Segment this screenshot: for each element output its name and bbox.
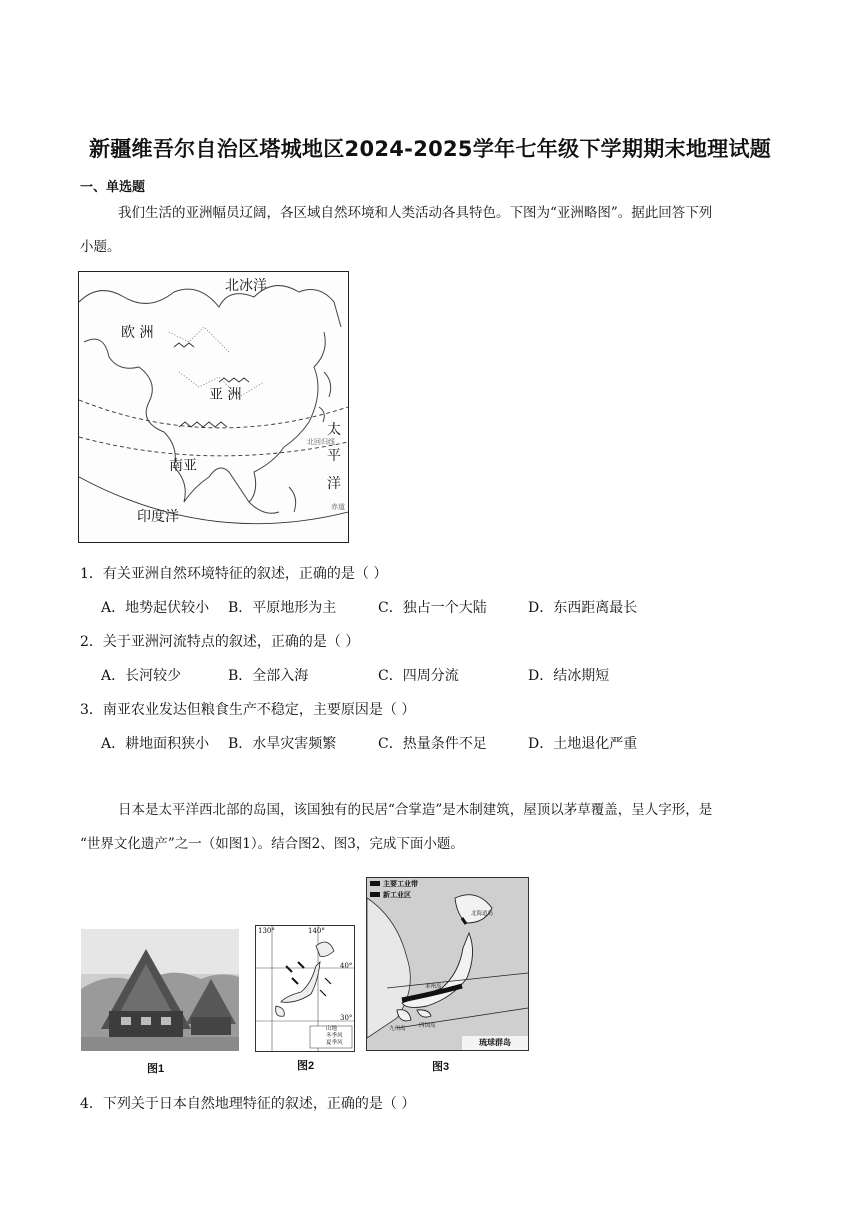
label-pacific-1: 太 — [327, 422, 341, 438]
intro-2-line-2: “世界文化遗产”之一（如图1）。结合图2、图3，完成下面小题。 — [80, 836, 464, 852]
label-pacific-3: 洋 — [327, 476, 341, 492]
fig2-legend-mountain: 山地 — [326, 1026, 338, 1032]
question-1-stem: 1．有关亚洲自然环境特征的叙述，正确的是（ ） — [80, 566, 388, 582]
intro-1-line-1: 我们生活的亚洲幅员辽阔，各区域自然环境和人类活动各具特色。下图为“亚洲略图”。据此回答下列 — [118, 205, 713, 221]
q3-option-b[interactable]: B．水旱灾害频繁 — [228, 736, 337, 752]
label-arctic-ocean: 北冰洋 — [225, 278, 267, 294]
fig2-lon-130: 130° — [258, 927, 275, 935]
label-europe: 欧 洲 — [121, 325, 154, 341]
q3-option-d[interactable]: D．土地退化严重 — [528, 736, 638, 752]
fig3-hokkaido: 北海道岛 — [471, 911, 494, 917]
q1-option-b[interactable]: B．平原地形为主 — [228, 600, 337, 616]
label-pacific-2: 平 — [327, 448, 341, 464]
q1-option-c[interactable]: C．独占一个大陆 — [378, 600, 487, 616]
gassho-house-illustration — [81, 929, 239, 1051]
fig2-legend-summer-monsoon: 夏季风 — [326, 1040, 343, 1046]
fig2-legend-winter-monsoon: 冬季风 — [326, 1033, 343, 1039]
q2-option-c[interactable]: C．四周分流 — [378, 668, 459, 684]
label-equator: 赤道 — [331, 503, 345, 511]
intro-2-line-1: 日本是太平洋西北部的岛国，该国独有的民居“合掌造”是木制建筑，屋顶以茅草覆盖，呈人字形，是 — [118, 802, 713, 818]
figure-1-photo — [81, 929, 239, 1051]
label-tropic: 北回归线 — [307, 438, 335, 446]
q1-option-a[interactable]: A．地势起伏较小 — [101, 600, 210, 616]
figure-2-map — [255, 925, 355, 1052]
label-south-asia: 南亚 — [169, 458, 197, 474]
figure-3-map — [366, 877, 529, 1051]
fig3-legend-main-industrial: 主要工业带 — [383, 879, 418, 888]
figure-1-caption: 图1 — [147, 1063, 165, 1075]
intro-1-line-2: 小题。 — [80, 239, 121, 255]
q1-option-d[interactable]: D．东西距离最长 — [528, 600, 638, 616]
asia-map — [78, 271, 349, 543]
fig2-lon-140: 140° — [308, 927, 325, 935]
question-2-stem: 2．关于亚洲河流特点的叙述，正确的是（ ） — [80, 634, 360, 650]
figure-3-caption: 图3 — [432, 1061, 450, 1073]
fig2-legend — [326, 1026, 343, 1047]
fig2-lat-40: 40° — [340, 962, 353, 970]
section-heading: 一、单选题 — [80, 180, 146, 195]
q2-option-a[interactable]: A．长河较少 — [101, 668, 182, 684]
fig3-shikoku: 四国岛 — [419, 1023, 436, 1029]
label-indian-ocean: 印度洋 — [137, 509, 179, 525]
q3-option-a[interactable]: A．耕地面积狭小 — [101, 736, 210, 752]
q2-option-d[interactable]: D．结冰期短 — [528, 668, 610, 684]
page-title: 新疆维吾尔自治区塔城地区2024-2025学年七年级下学期期末地理试题 — [88, 137, 772, 161]
intro-paragraph-2 — [80, 793, 800, 861]
q3-option-c[interactable]: C．热量条件不足 — [378, 736, 487, 752]
question-4-stem: 4．下列关于日本自然地理特征的叙述，正确的是（ ） — [80, 1096, 416, 1112]
intro-paragraph-1 — [80, 196, 780, 264]
fig3-legend-new-industrial: 新工业区 — [383, 890, 411, 899]
label-asia: 亚 洲 — [209, 387, 242, 403]
q2-option-b[interactable]: B．全部入海 — [228, 668, 309, 684]
fig3-kyushu: 九州岛 — [389, 1026, 406, 1032]
fig3-honshu: 本州岛 — [425, 984, 442, 990]
fig3-ryukyu: 琉球群岛 — [479, 1037, 511, 1047]
asia-map-drawing — [79, 272, 348, 542]
figure-2-caption: 图2 — [297, 1060, 315, 1072]
question-3-stem: 3．南亚农业发达但粮食生产不稳定，主要原因是（ ） — [80, 702, 416, 718]
fig2-lat-30: 30° — [340, 1014, 353, 1022]
